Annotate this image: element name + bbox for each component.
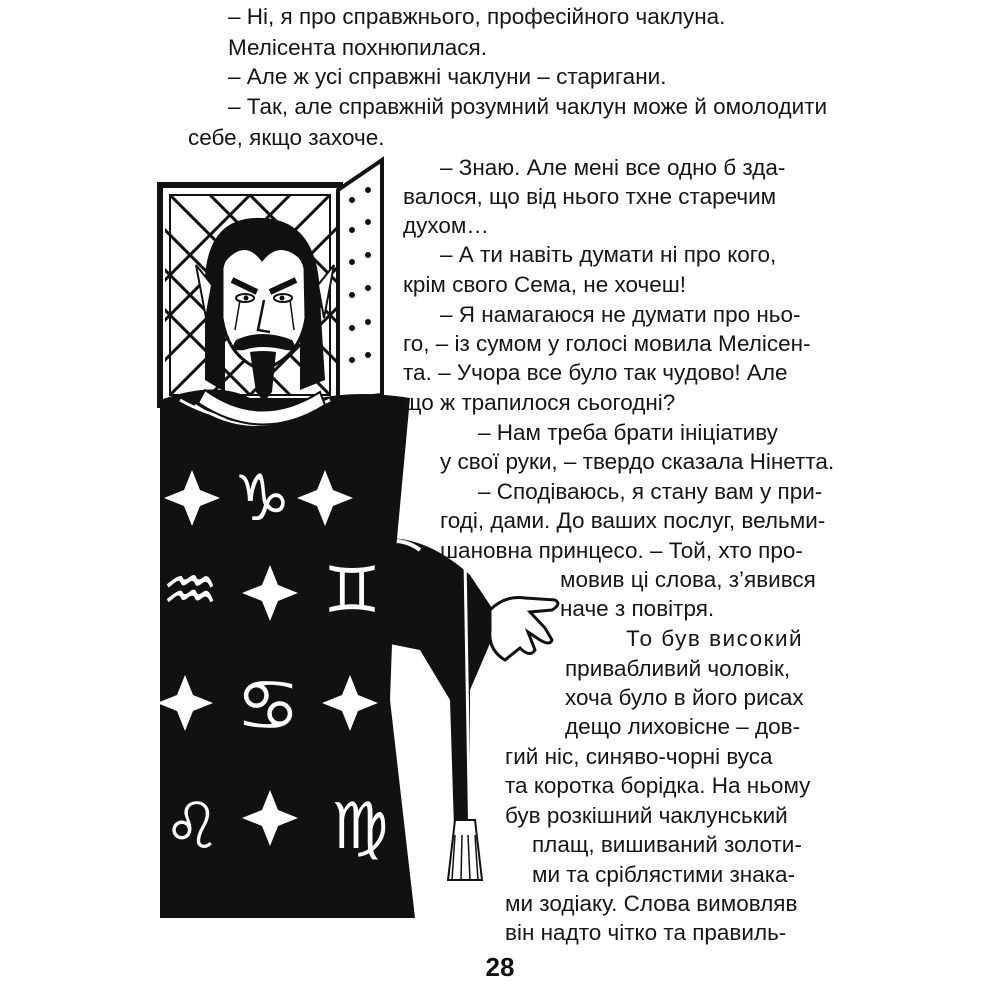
text-line: ми та сріблястими знака- <box>532 862 796 887</box>
text-line: наче з повітря. <box>560 596 715 621</box>
capricorn-icon: ♑ <box>233 462 291 536</box>
text-line: – А ти навіть думати ні про кого, <box>440 242 777 267</box>
text-line: гий ніс, синяво-чорні вуса <box>505 744 773 769</box>
text-line: – Ні, я про справжнього, професійного чаклуна. <box>228 4 726 29</box>
text-line: То був високий <box>626 626 804 651</box>
page-number: 28 <box>485 952 515 982</box>
text-line: духом… <box>403 213 489 238</box>
text-line: що ж трапилося сьогодні? <box>403 390 676 415</box>
text-line: валося, що від нього тхне старечим <box>403 184 777 209</box>
text-line: та. – Учора все було так чудово! Але <box>403 360 788 385</box>
text-line: у свої руки, – твердо сказала Нінетта. <box>440 449 835 474</box>
text-line: плащ, вишиваний золоти- <box>532 832 802 857</box>
text-line: був розкішний чаклунський <box>505 803 788 828</box>
text-line: – Сподіваюсь, я стану вам у при- <box>478 479 823 504</box>
text-line: він надто чітко та правиль- <box>505 920 787 945</box>
virgo-icon: ♍ <box>331 790 389 864</box>
aquarius-icon: ♒ <box>161 554 219 628</box>
text-line: крім свого Сема, не хочеш! <box>403 272 687 297</box>
text-line: – Але ж усі справжні чаклуни – старигани. <box>228 64 667 89</box>
text-line: – Так, але справжній розумний чаклун може й омолодити <box>228 94 828 119</box>
text-line: привабливий чоловік, <box>565 656 791 681</box>
text-line: та коротка борідка. На ньому <box>505 773 811 798</box>
cancer-icon: ♋ <box>235 663 301 747</box>
text-line: Мелісента похнюпилася. <box>228 35 487 60</box>
gemini-icon: ♊ <box>323 554 381 628</box>
text-line: – Нам треба брати ініціативу <box>478 420 778 445</box>
text-line: хоча було в його рисах <box>565 685 804 710</box>
text-line: годі, дами. До ваших послуг, вельми- <box>440 508 826 533</box>
text-line: – Я намагаюся не думати про ньо- <box>440 302 801 327</box>
text-line: себе, якщо захоче. <box>188 125 385 150</box>
text-line: ми зодіаку. Слова вимовляв <box>505 891 798 916</box>
text-line: мовив ці слова, з’явився <box>560 567 816 592</box>
text-line: го, – із сумом у голосі мовила Мелісен- <box>403 331 811 356</box>
text-line: – Знаю. Але мені все одно б зда- <box>440 155 786 180</box>
text-line: дещо лиховісне – дов- <box>565 714 801 739</box>
text-line: шановна принцесо. – Той, хто про- <box>440 538 803 563</box>
leo-icon: ♌ <box>163 790 221 864</box>
